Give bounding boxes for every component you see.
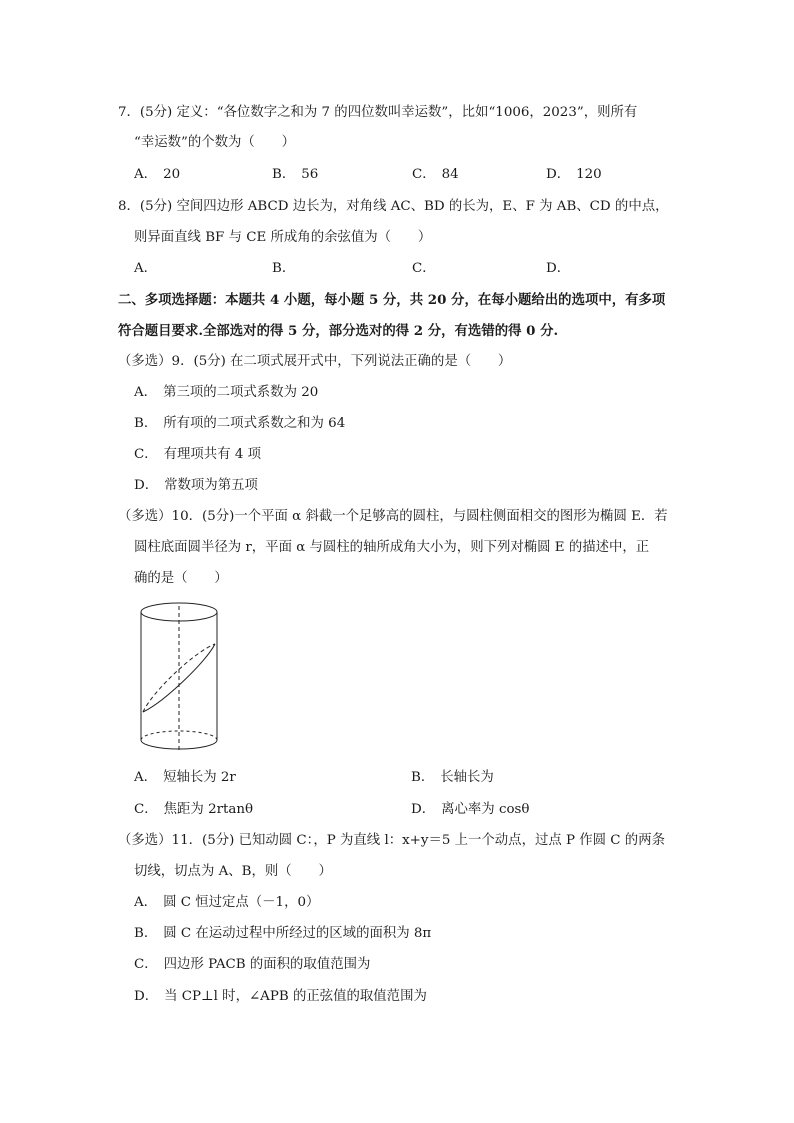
- option-label: C．: [134, 802, 158, 817]
- q9-option-a: [134, 384, 318, 402]
- section-heading-line2: 符合题目要求.全部选对的得 5 分，部分选对的得 2 分，有选错的得 0 分.: [118, 323, 559, 339]
- option-text: 有理项共有 4 项: [163, 447, 262, 462]
- option-text: 离心率为 cosθ: [441, 802, 530, 817]
- option-label: D．: [134, 478, 159, 493]
- option-label: D．: [546, 261, 571, 276]
- q8-option-d: [546, 260, 576, 278]
- option-label: C．: [412, 167, 436, 182]
- q8-stem-line1: 8．(5分) 空间四边形 ABCD 边长为，对角线 AC、BD 的长为，E、F 为 AB、CD 的中点，: [118, 199, 669, 214]
- option-label: A．: [134, 895, 158, 910]
- q7-option-a: [134, 166, 180, 184]
- option-text: 常数项为第五项: [164, 478, 258, 493]
- option-text: 56: [301, 167, 319, 182]
- q9-option-c: [134, 446, 261, 464]
- q8-option-c: [412, 260, 442, 278]
- q11-stem-line2: 切线，切点为 A、B，则（ ）: [134, 864, 332, 879]
- q7-option-c: [412, 166, 459, 184]
- option-label: D．: [546, 167, 571, 182]
- option-label: D．: [411, 802, 436, 817]
- q10-option-b: [411, 769, 494, 787]
- q9-option-d: [134, 477, 258, 495]
- option-text: 第三项的二项式系数为 20: [163, 385, 319, 400]
- q11-option-b: [134, 925, 431, 943]
- option-text: 四边形 PACB 的面积的取值范围为: [163, 957, 371, 972]
- option-label: A．: [134, 385, 158, 400]
- option-text: 长轴长为: [440, 770, 494, 785]
- section-heading-line1: 二、多项选择题：本题共 4 小题，每小题 5 分，共 20 分，在每小题给出的选项中，有多项: [118, 292, 666, 308]
- option-label: C．: [412, 261, 436, 276]
- q10-stem-line2: 圆柱底面圆半径为 r，平面 α 与圆柱的轴所成角大小为，则下列对椭圆 E 的描述中，正: [134, 540, 650, 555]
- q7-option-b: [272, 166, 318, 184]
- q7-stem-line2: “幸运数”的个数为（ ）: [134, 135, 295, 150]
- option-label: D．: [134, 989, 159, 1004]
- option-text: 圆 C 在运动过程中所经过的区域的面积为 8π: [163, 926, 432, 941]
- cylinder-ellipse-figure: [134, 600, 224, 756]
- option-text: 焦距为 2rtanθ: [163, 802, 254, 817]
- q8-option-a: [134, 260, 163, 278]
- option-text: 120: [576, 167, 602, 182]
- option-text: 圆 C 恒过定点（－1，0）: [163, 895, 320, 910]
- option-label: B．: [411, 770, 435, 785]
- q9-stem-line1: （多选）9．(5分) 在二项式展开式中，下列说法正确的是（ ）: [118, 354, 512, 369]
- cylinder-top-ellipse: [141, 603, 217, 621]
- option-label: B．: [134, 926, 158, 941]
- q11-stem-line1: （多选）11．(5分) 已知动圆 C：，P 为直线 l：x+y＝5 上一个动点，过点 P 作圆 C 的两条: [118, 833, 665, 848]
- option-text: 20: [163, 167, 181, 182]
- q10-stem-line1: （多选）10．(5分)一个平面 α 斜截一个足够高的圆柱，与圆柱侧面相交的图形为椭圆 E．若: [118, 509, 668, 524]
- option-label: A．: [134, 770, 158, 785]
- option-label: A．: [134, 261, 158, 276]
- q8-stem-line2: 则异面直线 BF 与 CE 所成角的余弦值为（ ）: [134, 230, 432, 245]
- option-label: B．: [272, 261, 296, 276]
- q8-option-b: [272, 260, 301, 278]
- q10-option-c: [134, 801, 253, 819]
- option-text: 当 CP⊥l 时，∠APB 的正弦值的取值范围为: [164, 989, 427, 1004]
- q10-option-d: [411, 801, 529, 819]
- q7-option-d: [546, 166, 602, 184]
- option-text: 所有项的二项式系数之和为 64: [163, 416, 346, 431]
- option-label: C．: [134, 447, 158, 462]
- q11-option-a: [134, 894, 319, 912]
- option-text: 84: [441, 167, 459, 182]
- option-label: B．: [272, 167, 296, 182]
- option-label: A．: [134, 167, 158, 182]
- q11-option-c: [134, 956, 370, 974]
- q9-option-b: [134, 415, 345, 433]
- option-label: C．: [134, 957, 158, 972]
- q10-option-a: [134, 769, 236, 787]
- q11-option-d: [134, 988, 427, 1006]
- option-text: 短轴长为 2r: [163, 770, 236, 785]
- option-label: B．: [134, 416, 158, 431]
- q7-stem-line1: 7．(5分) 定义：“各位数字之和为 7 的四位数叫幸运数”，比如“1006，2023”，则所有: [118, 105, 638, 120]
- q10-stem-line3: 确的是（ ）: [134, 571, 228, 586]
